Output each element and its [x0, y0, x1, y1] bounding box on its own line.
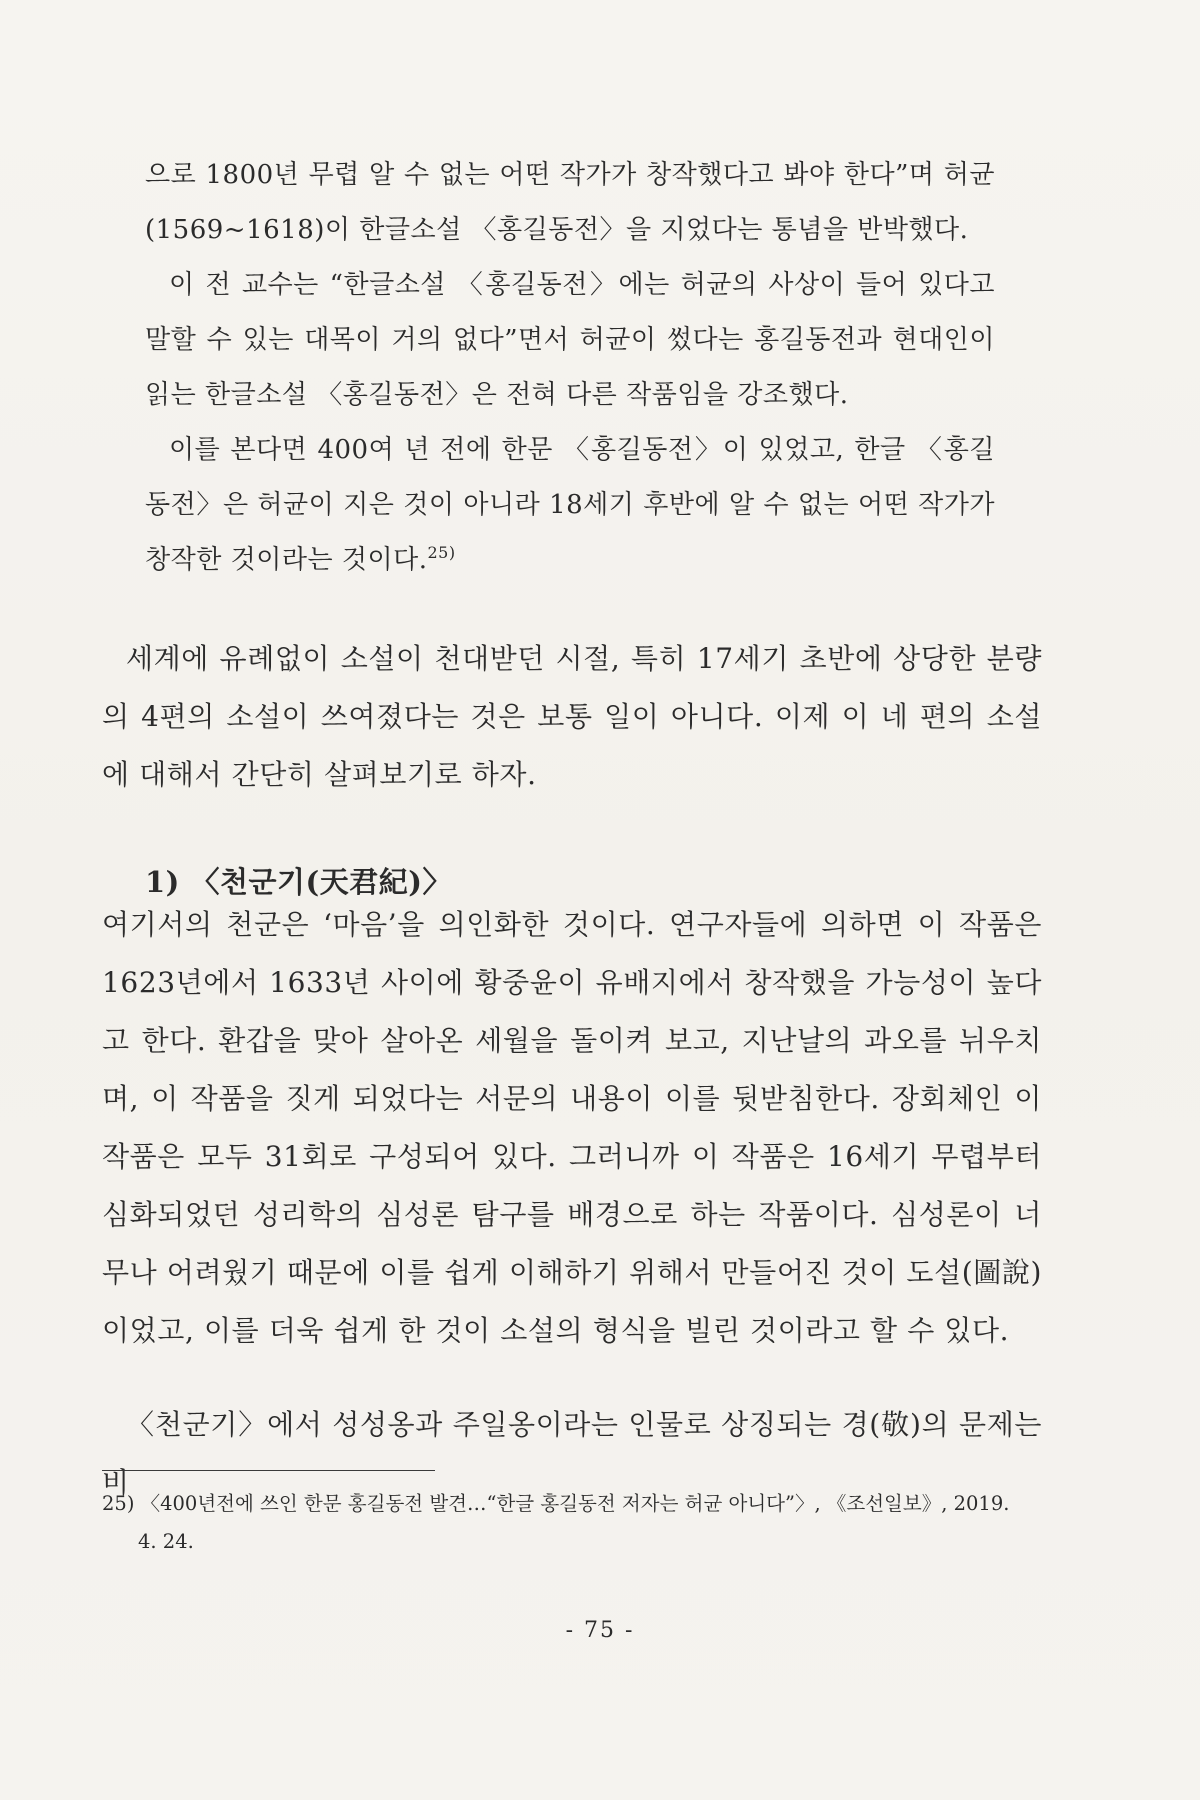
body-paragraph-2 — [102, 896, 1042, 1360]
quote-paragraph-3 — [145, 423, 995, 588]
quote-paragraph-3-text: 이를 본다면 400여 년 전에 한문 〈홍길동전〉이 있었고, 한글 〈홍길동전〉은 허균이 지은 것이 아니라 18세기 후반에 알 수 없는 어떤 작가가 창작한 것이라는 것이다. — [145, 435, 995, 575]
footnote — [102, 1485, 1047, 1561]
footnote-line-1: 25) 〈400년전에 쓰인 한문 홍길동전 발견…“한글 홍길동전 저자는 허균 아니다”〉, 《조선일보》, 2019. — [102, 1492, 1010, 1515]
quote-paragraph-1: 으로 1800년 무렵 알 수 없는 어떤 작가가 창작했다고 봐야 한다”며 허균 (1569~1618)이 한글소설 〈홍길동전〉을 지었다는 통념을 반박했다. — [145, 160, 995, 245]
footnote-divider — [102, 1470, 435, 1471]
block-quote — [145, 148, 995, 588]
body-paragraph-3-text: 〈천군기〉에서 성성옹과 주일옹이라는 인물로 상징되는 경(敬)의 문제는 비 — [102, 1408, 1042, 1499]
section-heading: 1) 〈천군기(天君紀)〉 — [145, 865, 452, 899]
footnote-reference: 25) — [427, 543, 456, 562]
body-paragraph-1-text: 세계에 유례없이 소설이 천대받던 시절, 특히 17세기 초반에 상당한 분량의 4편의 소설이 쓰여졌다는 것은 보통 일이 아니다. 이제 이 네 편의 소설에 대해서 간단히 살펴보기로 하자. — [102, 642, 1042, 791]
body-paragraph-1 — [102, 630, 1042, 804]
body-paragraph-2-text: 여기서의 천군은 ‘마음’을 의인화한 것이다. 연구자들에 의하면 이 작품은 1623년에서 1633년 사이에 황중윤이 유배지에서 창작했을 가능성이 높다고 한다. 환갑을 맞아 살아온 세월을 돌이켜 보고, 지난날의 과오를 뉘우치며, 이 작품을 짓게 되었다는 서문의 내용이 이를 뒷받침한다. 장회체인 이 작품은 모두 31회로 구성되어 있다. 그러니까 이 작품은 16세기 무렵부터 심화되었던 성리학의 심성론 탐구를 배경으로 하는 작품이다. 심성론이 너무나 어려웠기 때문에 이를 쉽게 이해하기 위해서 만들어진 것이 도설(圖說)이었고, 이를 더욱 쉽게 한 것이 소설의 형식을 빌린 것이라고 할 수 있다. — [102, 908, 1042, 1347]
page-number: - 75 - — [565, 1618, 635, 1643]
quote-paragraph-2: 이 전 교수는 “한글소설 〈홍길동전〉에는 허균의 사상이 들어 있다고 말할 수 있는 대목이 거의 없다”면서 허균이 썼다는 홍길동전과 현대인이 읽는 한글소설 〈홍길동전〉은 전혀 다른 작품임을 강조했다. — [145, 270, 995, 410]
footnote-line-2: 4. 24. — [138, 1530, 194, 1553]
